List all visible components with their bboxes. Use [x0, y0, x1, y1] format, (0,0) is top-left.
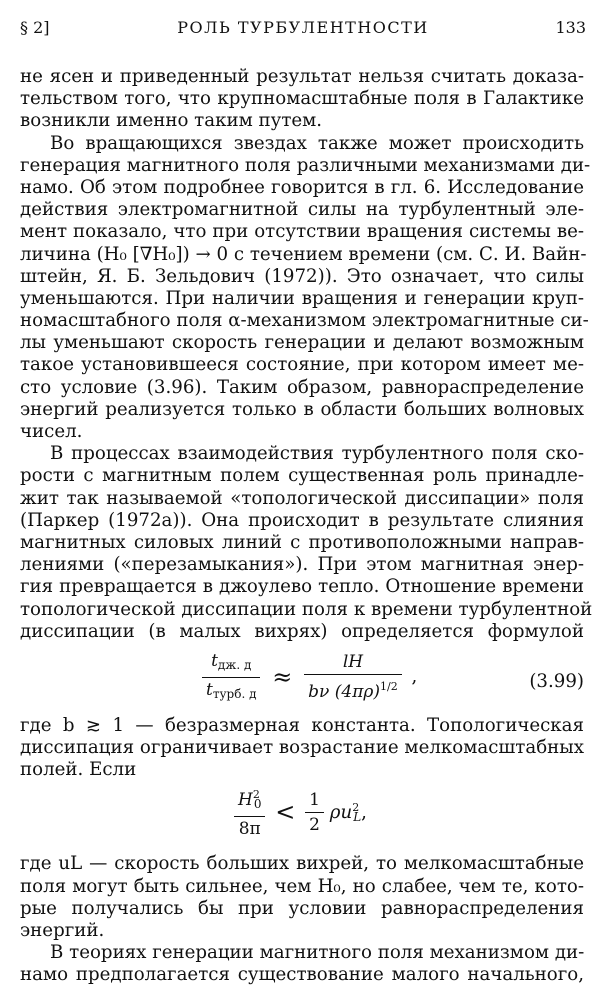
numerator-lH: lH: [304, 652, 402, 675]
equation-body: [202, 651, 417, 704]
paragraph-1: [20, 66, 584, 133]
text-line: сто условие (3.96). Таким образом, равнораспределение: [20, 376, 584, 398]
paragraph-3: [20, 443, 593, 643]
text-line: рости с магнитным полем существенная роль принадле-: [20, 465, 584, 487]
approx-sign: ≈: [272, 663, 293, 692]
paragraph-6: [20, 942, 584, 986]
var-t: t: [211, 650, 218, 671]
formula-comma: ,: [411, 666, 418, 688]
sub-0: 0: [253, 797, 262, 812]
text-line: номасштабного поля α-механизмом электромагнитные си-: [20, 310, 589, 332]
text-line: генерация магнитного поля различными механизмами ди-: [20, 154, 591, 176]
text-line: лы уменьшают скорость генерации и делают возможным: [20, 332, 584, 354]
text-line: намо. Об этом подробнее говорится в гл. 6. Исследование: [20, 176, 584, 198]
text-line: тельством того, что крупномасштабные поля в Галактике: [20, 88, 584, 110]
paragraph-2: [20, 132, 591, 444]
text-line: такое установившееся состояние, при котором имеет ме-: [20, 354, 584, 376]
text-line: действия электромагнитной силы на турбулентный эле-: [20, 199, 584, 221]
text-line: (Паркер (1972а)). Она происходит в результате слияния: [20, 509, 584, 531]
var-rho-u: ρu: [329, 801, 353, 823]
sub-L: L: [353, 809, 362, 824]
text-line: Во вращающихся звездах также может происходить: [50, 132, 584, 154]
var-t: t: [206, 679, 213, 700]
text-line: штейн, Я. Б. Зельдович (1972)). Это означает, что силы: [20, 265, 584, 287]
half-fraction: [305, 790, 324, 835]
inequality-formula: [20, 785, 584, 847]
denominator-2: 2: [309, 814, 320, 835]
text-line: уменьшаются. При наличии вращения и генерации круп-: [20, 287, 584, 309]
running-title: РОЛЬ ТУРБУЛЕНТНОСТИ: [177, 18, 429, 37]
text-line: В процессах взаимодействия турбулентного поля ско-: [50, 443, 584, 465]
paragraph-4: [20, 715, 584, 782]
text-line: энергий.: [20, 920, 105, 941]
denominator-8pi: 8π: [238, 819, 261, 840]
energy-fraction: [234, 785, 265, 839]
numerator-1: 1: [305, 790, 324, 813]
subscript-dj-d: дж. д: [217, 657, 252, 672]
time-ratio-fraction: [202, 651, 260, 704]
text-line: диссипации (в малых вихрях) определяется формулой: [20, 620, 584, 642]
text-line: где b ≳ 1 — безразмерная константа. Топологическая: [20, 714, 584, 736]
text-line: жит так называемой «топологической диссипации» поля: [20, 487, 584, 509]
text-line: поля могут быть сильнее, чем H₀, но слабее, чем те, кото-: [20, 875, 584, 897]
text-line: гия превращается в джоулево тепло. Отношение времени: [20, 576, 584, 598]
sup-2: 2: [252, 788, 260, 802]
rho-u-term: [330, 802, 367, 823]
text-line: лениями («перезамыкания»). При этом магнитная энер-: [20, 554, 584, 576]
less-than-sign: <: [275, 798, 296, 827]
denominator-bnu: bν (4πρ): [308, 682, 381, 703]
text-line: не ясен и приведенный результат нельзя считать доказа-: [20, 66, 584, 87]
text-line: диссипация ограничивает возрастание мелкомасштабных: [20, 737, 584, 759]
text-line: магнитных силовых линий с противоположными направ-: [20, 531, 584, 553]
text-line: личина (H₀ [∇H₀]) → 0 с течением времени (см. С. И. Вайн-: [20, 243, 587, 265]
running-header: [20, 18, 586, 40]
text-line: В теориях генерации магнитного поля механизмом ди-: [50, 942, 585, 964]
subscript-turb-d: турб. д: [212, 686, 257, 701]
text-line: рые получались бы при условии равнораспределения: [20, 897, 584, 919]
text-line: полей. Если: [20, 759, 137, 781]
text-line: намо предполагается существование малого начального,: [20, 964, 584, 986]
exponent-half: 1/2: [380, 680, 398, 694]
equation-number: (3.99): [529, 670, 584, 692]
formula-comma: ,: [361, 801, 367, 823]
text-line: чисел.: [20, 421, 83, 442]
text-line: где uL — скорость больших вихрей, то мелкомасштабные: [20, 853, 584, 875]
text-line: мент показало, что при отсутствии вращения системы ве-: [20, 221, 584, 243]
page-body: [20, 66, 593, 987]
rhs-fraction: [304, 652, 402, 702]
equation-3-99: [20, 651, 584, 711]
paragraph-5: [20, 853, 584, 942]
var-H: H: [238, 790, 253, 811]
sup-2: 2: [352, 800, 360, 814]
text-line: возникли именно таким путем.: [20, 110, 323, 132]
text-line: энергий реализуется только в области больших волновых: [20, 398, 584, 420]
text-line: топологической диссипации поля к времени турбулентной: [20, 598, 593, 620]
inequality-body: [234, 785, 367, 839]
page-number: 133: [555, 18, 586, 37]
section-marker: § 2]: [20, 18, 50, 37]
